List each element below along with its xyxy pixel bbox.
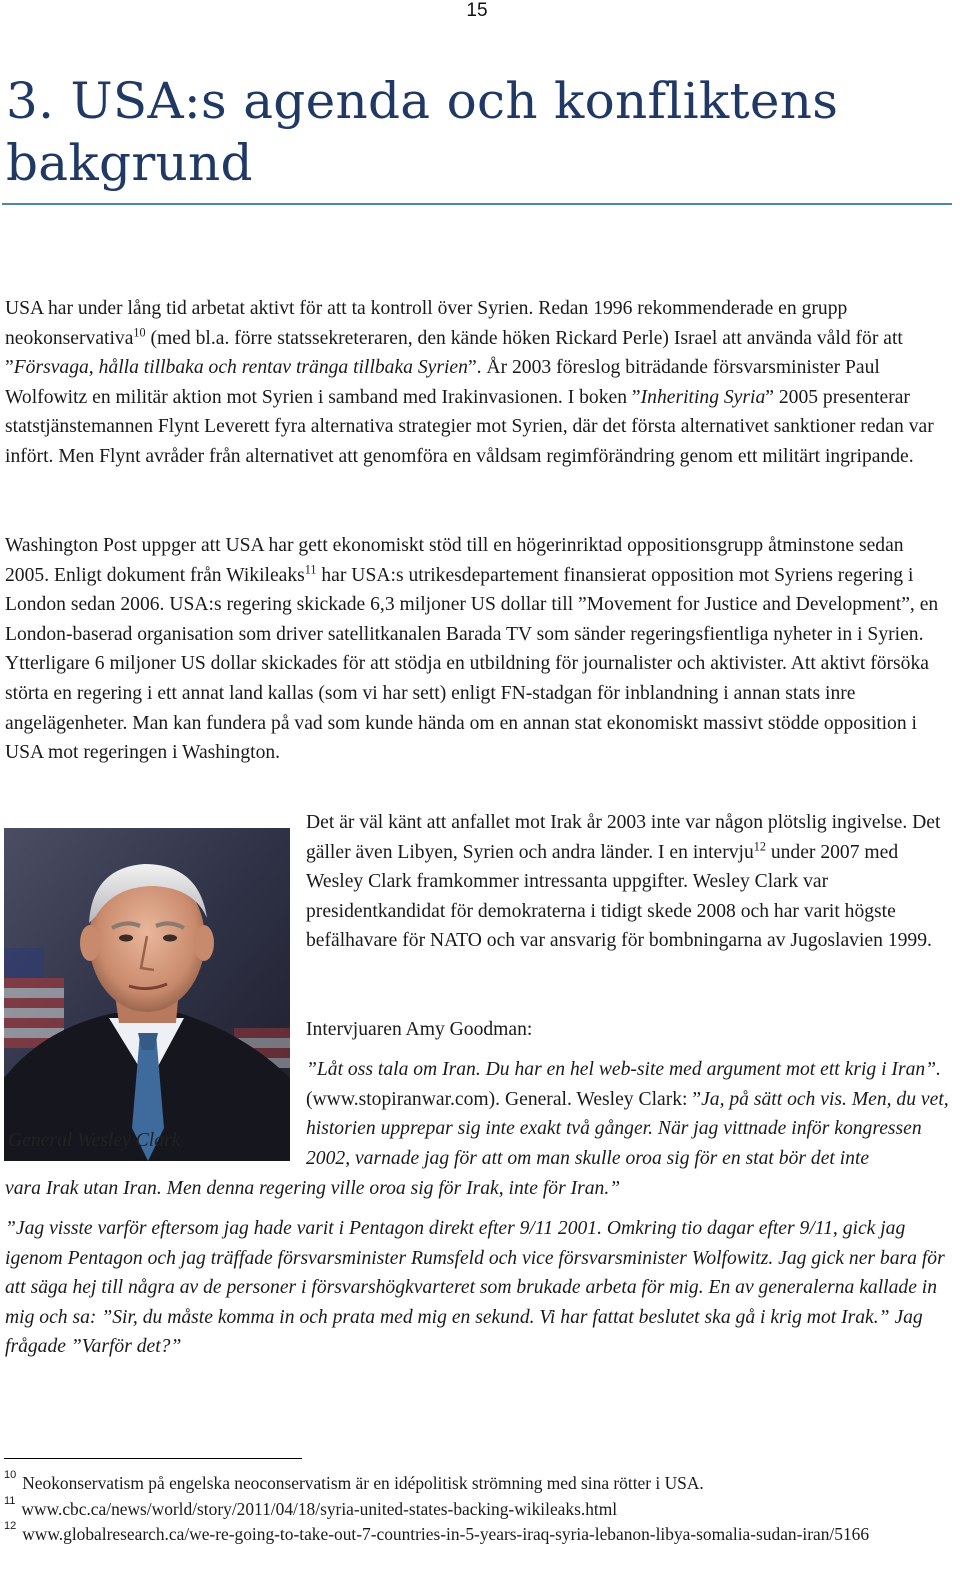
- footnote-separator: [4, 1458, 302, 1459]
- footnote-text: Neokonservatism på engelska neoconservatism är en idépolitisk strömning med sina rötter i USA.: [22, 1473, 704, 1493]
- interview-quote-1-continuation: [5, 1174, 950, 1204]
- quote-text: ”Jag visste varför eftersom jag hade varit i Pentagon direkt efter 9/11 2001. Omkring tio dagar efter 9/11, gick jag igenom Pentagon och jag träffade försvarsminister Rumsfeld och vice försvarsminister Wolfowitz. Jag gick ner bara för att säga hej till några av de personer i försvarshögkvarteret som brukade arbeta för mig. En av generalerna kallade in mig och sa: ”Sir, du måste komma in och prata med mig en sekund. Vi har fattat beslutet ska gå i krig mot Irak.” Jag frågade ”Varför det?”: [5, 1218, 945, 1358]
- footnote-10: [4, 1469, 954, 1494]
- quoted-phrase: Försvaga, hålla tillbaka och rentav tränga tillbaka Syrien: [13, 357, 468, 379]
- interviewer-label: Intervjuaren Amy Goodman:: [306, 1019, 533, 1040]
- interview-quote-1: [306, 1055, 951, 1173]
- footnote-reference-10[interactable]: 10: [133, 325, 146, 340]
- paragraph-text: (med bl.a. förre statssekreteraren, den kände höken Rickard Perle) Israel att använda våld för att ”: [5, 327, 903, 379]
- paragraph-text: USA har under lång tid arbetat aktivt för att ta kontroll över Syrien. Redan 1996 rekommenderade en grupp neokonservativa: [5, 298, 848, 349]
- paragraph-text: ” 2005 presenterar statstjänstemannen Flynt Leverett fyra alternativa strategier mot Syrien, där det första alternativet sanktioner redan var infört. Men Flynt avråder från alternativet att genomföra en våldsam regimförändring genom ett militärt ingripande.: [5, 386, 934, 467]
- footnote-number: 12: [4, 1520, 17, 1532]
- footnote-link[interactable]: www.cbc.ca/news/world/story/2011/04/18/syria-united-states-backing-wikileaks.html: [21, 1499, 618, 1519]
- footnote-reference-12[interactable]: 12: [753, 839, 766, 854]
- paragraph-text: ”. År 2003 föreslog biträdande försvarsminister Paul Wolfowitz en militär aktion mot Syrien i samband med Irakinvasionen. I boken ”: [5, 357, 880, 408]
- wesley-clark-photo: [4, 828, 290, 1161]
- body-paragraph-3: [306, 808, 952, 956]
- paragraph-text: Washington Post uppger att USA har gett ekonomiskt stöd till en högerinriktad oppositionsgrupp åtminstone sedan 2005. Enligt dokument från Wikileaks: [5, 535, 904, 586]
- footnote-link[interactable]: www.globalresearch.ca/we-re-going-to-take-out-7-countries-in-5-years-iraq-syria-lebanon-libya-somalia-sudan-iran/5166: [22, 1524, 870, 1544]
- paragraph-text: Det är väl känt att anfallet mot Irak år 2003 inte var någon plötslig ingivelse. Det gäller även Libyen, Syrien och andra länder. I en intervju: [306, 812, 941, 863]
- portrait-photo-icon: [4, 828, 290, 1161]
- body-paragraph-2: [5, 531, 950, 768]
- page-number: 15: [466, 0, 488, 21]
- body-paragraph-1: [5, 294, 950, 472]
- chapter-title: 3. USA:s agenda och konfliktens bakgrund: [6, 72, 839, 192]
- footnote-number: 10: [4, 1469, 17, 1481]
- paragraph-text: under 2007 med Wesley Clark framkommer intressanta uppgifter. Wesley Clark var presidentkandidat för demokraterna i tidigt skede 2008 och har varit högste befälhavare för NATO och var ansvarig för bombningarna av Jugoslavien 1999.: [306, 841, 932, 952]
- figure-caption: General Wesley Clark: [8, 1130, 181, 1151]
- footnote-reference-11[interactable]: 11: [304, 562, 317, 577]
- footnote-12: [4, 1520, 954, 1545]
- title-underline-rule: [2, 203, 952, 205]
- paragraph-text: har USA:s utrikesdepartement finansierat opposition mot Syriens regering i London sedan 2006. USA:s regering skickade 6,3 miljoner US dollar till ”Movement for Justice and Development”, en London-baserad organisation som driver satellitkanalen Barada TV som sänder regeringsfientliga nyheter in i Syrien. Ytterligare 6 miljoner US dollar skickades för att stödja en utbildning för journalister och aktivister. Att aktivt försöka störta en regering i ett annat land kallas (som vi har sett) enligt FN-stadgan för inblandning i annan stats inre angelägenheter. Man kan fundera på vad som kunde hända om en annan stat ekonomiskt massivt stödde opposition i USA mot regeringen i Washington.: [5, 564, 939, 764]
- interview-quote-2: [5, 1214, 953, 1362]
- footnote-number: 11: [4, 1495, 16, 1507]
- footnote-11: [4, 1495, 954, 1520]
- book-title: Inheriting Syria: [640, 386, 766, 408]
- quote-text: Ja, på sätt och vis. Men, du vet, historien upprepar sig inte exakt två gånger. När jag vittnade inför kongressen 2002, varnade jag för att om man skulle oroa sig för en stat bör det inte: [306, 1088, 949, 1169]
- quote-text: vara Irak utan Iran. Men denna regering ville oroa sig för Irak, inte för Iran.”: [5, 1178, 621, 1199]
- quote-text: (www.stopiranwar.com). General. Wesley Clark: ”: [306, 1088, 702, 1110]
- quote-text: ”Låt oss tala om Iran. Du har en hel web-site med argument mot ett krig i Iran”.: [306, 1059, 941, 1080]
